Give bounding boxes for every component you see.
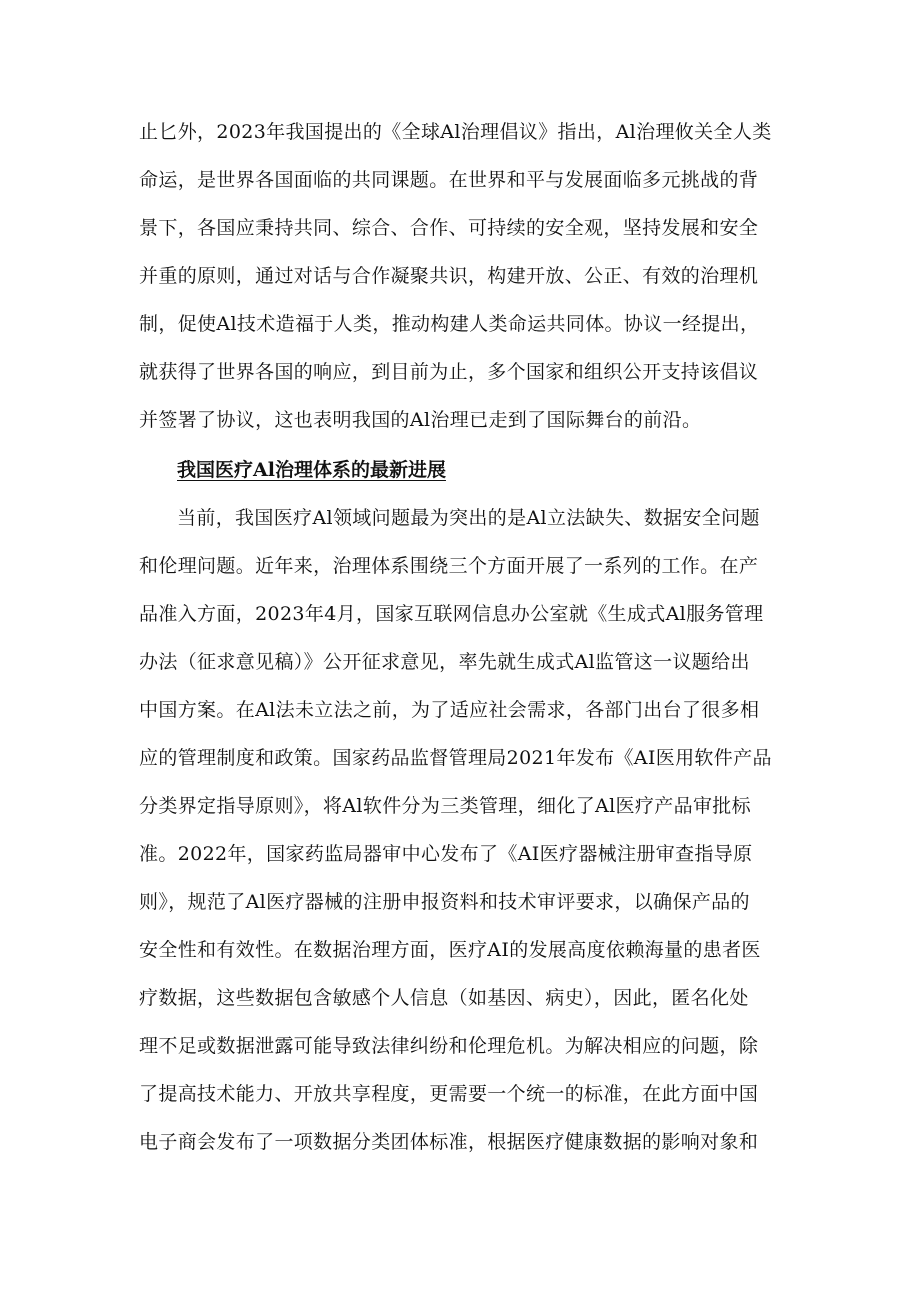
text-line: 并签署了协议，这也表明我国的Al治理已走到了国际舞台的前沿。 [139,409,702,431]
text-line: 疗数据，这些数据包含敏感个人信息（如基因、病史），因此，匿名化处 [139,987,749,1009]
text-line: 命运，是世界各国面临的共同课题。在世界和平与发展面临多元挑战的背 [139,169,759,191]
text-line: 电子商会发布了一项数据分类团体标准，根据医疗健康数据的影响对象和 [139,1131,759,1153]
paragraph-medical-ai-progress [139,494,789,1166]
text-line: 则》，规范了Al医疗器械的注册申报资料和技术审评要求，以确保产品的 [139,891,750,913]
text-line: 并重的原则，通过对话与合作凝聚共识，构建开放、公正、有效的治理机 [139,265,759,287]
paragraph-global-ai-governance [139,108,789,444]
text-line: 了提高技术能力、开放共享程度，更需要一个统一的标准，在此方面中国 [139,1083,759,1105]
text-line: 应的管理制度和政策。国家药品监督管理局2021年发布《AI医用软件产品 [139,747,772,769]
section-heading: 我国医疗Al治理体系的最新进展 [177,459,446,481]
text-line: 分类界定指导原则》，将Al软件分为三类管理，细化了Al医疗产品审批标 [139,795,751,817]
text-line: 和伦理问题。近年来，治理体系围绕三个方面开展了一系列的工作。在产 [139,555,759,577]
text-line: 止匕外，2023年我国提出的《全球Al治理倡议》指出，Al治理攸关全人类 [139,121,772,143]
text-line: 景下，各国应秉持共同、综合、合作、可持续的安全观，坚持发展和安全 [139,217,759,239]
text-line: 中国方案。在Al法未立法之前，为了适应社会需求，各部门出台了很多相 [139,699,760,721]
text-line: 安全性和有效性。在数据治理方面，医疗AI的发展高度依赖海量的患者医 [139,939,761,961]
text-line: 当前，我国医疗Al领域问题最为突出的是Al立法缺失、数据安全问题 [177,507,760,529]
text-line: 品准入方面，2023年4月，国家互联网信息办公室就《生成式Al服务管理 [139,603,764,625]
text-line: 制，促使Al技术造福于人类，推动构建人类命运共同体。协议一经提出， [139,313,760,335]
text-line: 准。2022年，国家药监局器审中心发布了《AI医疗器械注册审查指导原 [139,843,753,865]
text-line: 就获得了世界各国的响应，到目前为止，多个国家和组织公开支持该倡议 [139,361,759,383]
text-line: 办法（征求意见稿）》公开征求意见，率先就生成式Al监管这一议题给出 [139,651,750,673]
text-line: 理不足或数据泄露可能导致法律纠纷和伦理危机。为解决相应的问题，除 [139,1035,759,1057]
